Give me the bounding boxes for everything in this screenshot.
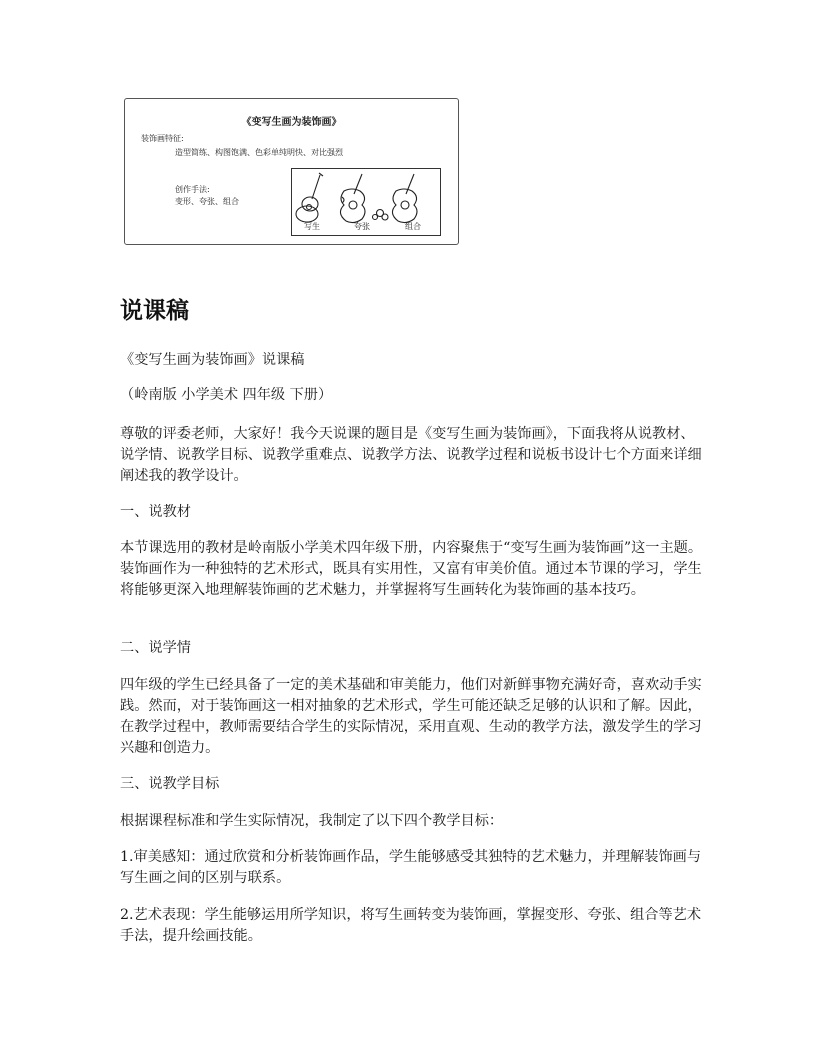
paragraph-goals-intro: 根据课程标准和学生实际情况，我制定了以下四个教学目标： [120,813,504,829]
lesson-slide-image [124,98,459,245]
caption-sketch: 写生 [304,222,320,231]
paragraph-intro: 尊敬的评委老师，大家好！我今天说课的题目是《变写生画为装饰画》，下面我将从说教材、说学情、说教学目标、说教学重难点、说教学方法、说教学过程和说板书设计七个方面来详细阐述我的教学设计。 [120,426,702,484]
paragraph-title: 《变写生画为装饰画》说课稿 [120,352,305,368]
slide-features-text: 造型简练、构图饱满、色彩单纯明快、对比强烈 [175,148,343,157]
section-heading-goals: 三、说教学目标 [120,776,220,792]
section-heading-students: 二、说学情 [120,640,191,656]
slide-methods-text: 变形、夸张、组合 [175,197,239,206]
section-heading-textbook: 一、说教材 [120,504,191,520]
slide-title: 《变写生画为装饰画》 [241,117,342,128]
paragraph-textbook: 本节课选用的教材是岭南版小学美术四年级下册，内容聚焦于“变写生画为装饰画”这一主题。装饰画作为一种独特的艺术形式，既具有实用性，又富有审美价值。通过本节课的学习，学生将能够更深入地理解装饰画的艺术魅力，并掌握将写生画转化为装饰画的基本技巧。 [120,540,703,598]
slide-methods-label: 创作手法: [175,185,210,194]
document-heading: 说课稿 [120,298,189,324]
guitar-exaggerated-icon [340,174,365,223]
paragraph-goal-2: 2.艺术表现：学生能够运用所学知识，将写生画转变为装饰画，掌握变形、夸张、组合等艺术手法，提升绘画技能。 [120,907,702,944]
paragraph-goal-1: 1.审美感知：通过欣赏和分析装饰画作品，学生能够感受其独特的艺术魅力，并理解装饰画与写生画之间的区别与联系。 [120,849,702,886]
paragraph-students: 四年级的学生已经具备了一定的美术基础和审美能力，他们对新鲜事物充满好奇，喜欢动手实践。然而，对于装饰画这一相对抽象的艺术形式，学生可能还缺乏足够的认识和了解。因此，在教学过程中，教师需要结合学生的实际情况，采用直观、生动的教学方法，激发学生的学习兴趣和创造力。 [120,677,702,756]
slide-features-label: 装饰画特征: [141,134,184,143]
caption-combine: 组合 [405,222,421,231]
guitar-sketch-icon [296,173,323,222]
paragraph-edition: （岭南版 小学美术 四年级 下册） [120,387,333,403]
caption-exaggerate: 夸张 [354,222,370,231]
guitar-combined-icon [373,174,418,223]
guitar-illustration-panel [291,168,441,236]
